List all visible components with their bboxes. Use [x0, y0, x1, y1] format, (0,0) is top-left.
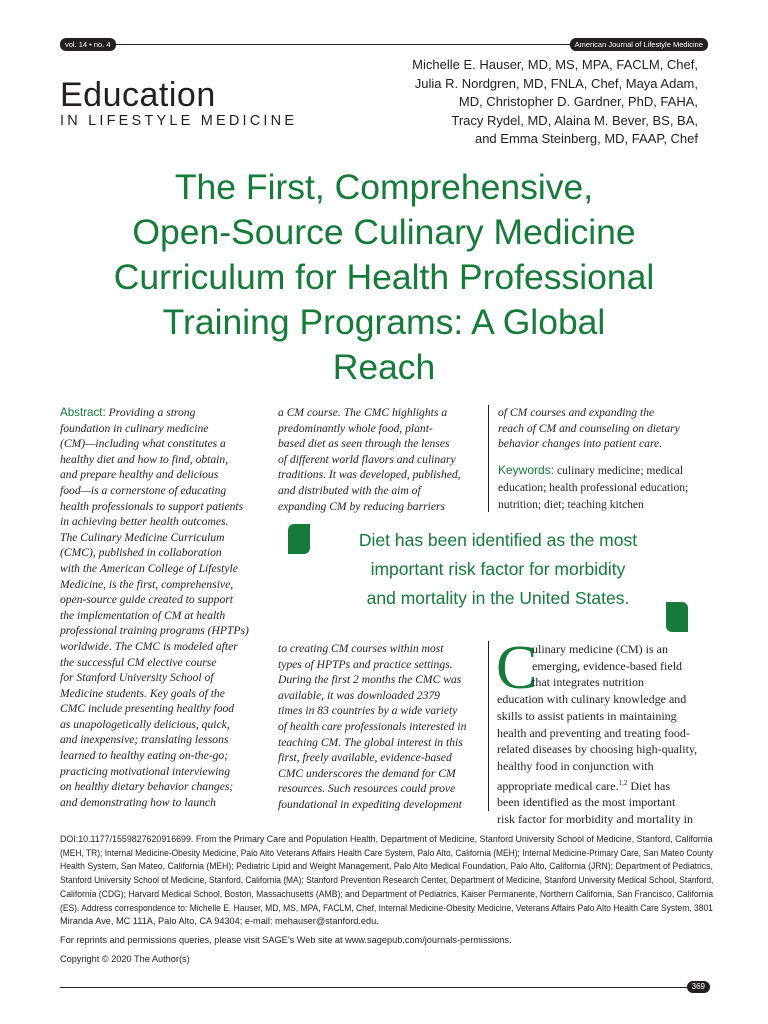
- text-line: traditions. It was developed, published,: [278, 468, 461, 482]
- abstract-column-1: [60, 405, 275, 810]
- keywords: [498, 462, 718, 513]
- body-line: skills to assist patients in maintaining: [497, 708, 677, 723]
- text-line: Health System, San Mateo, California (MEH); Pediatric Lipid and Weight Management, Palo Alto Medical Foundation, Palo Alto, California (JRN); Department of Pediatrics,: [60, 861, 713, 872]
- text-line: DOI:10.1177/1559827620916699. From the Primary Care and Population Health, Department of Medicine, Stanford University School of Medicine, Stanford, California: [60, 834, 713, 844]
- body-text: appropriate medical care.: [497, 778, 619, 793]
- keywords-text: culinary medicine; medical: [556, 464, 684, 477]
- keywords-line: [498, 462, 718, 479]
- text-line: professional training programs (HPTPs): [60, 624, 249, 638]
- text-line: teaching CM. The global interest in this: [278, 735, 463, 749]
- text-line: as unapologetically delicious, quick,: [60, 717, 230, 731]
- text-line: for Stanford University School of: [60, 671, 214, 685]
- section-subtitle: IN LIFESTYLE MEDICINE: [60, 113, 298, 129]
- text-line: food—is a cornerstone of educating: [60, 483, 227, 497]
- text-line: The Culinary Medicine Curriculum: [60, 530, 225, 544]
- text-line: worldwide. The CMC is modeled after: [60, 639, 238, 653]
- reprints-note: For reprints and permissions queries, please visit SAGE’s Web site at www.sagepub.com/journals-permissions.: [60, 934, 512, 945]
- text-line: in achieving better health outcomes.: [60, 515, 229, 529]
- author-list: [338, 56, 698, 149]
- title-line: Reach: [332, 347, 436, 387]
- text-line: of health care professionals interested in: [278, 719, 467, 733]
- body-line: emerging, evidence-based field: [532, 658, 683, 673]
- text-line: with the American College of Lifestyle: [60, 561, 238, 575]
- text-line: first, freely available, evidence-based: [278, 751, 452, 765]
- text-line: (CM)—including what constitutes a: [60, 437, 226, 451]
- text-line: health professionals to support patients: [60, 499, 244, 513]
- text-line: (CMC), published in collaboration: [60, 546, 222, 560]
- text-line: times in 83 countries by a wide variety: [278, 704, 458, 718]
- text-line: available, it was downloaded 2379: [278, 688, 440, 702]
- author-line: and Emma Steinberg, MD, FAAP, Chef: [474, 131, 698, 147]
- body-line: healthy food in conjunction with: [497, 758, 654, 773]
- keywords-line: nutrition; diet; teaching kitchen: [498, 498, 644, 511]
- title-line: Open-Source Culinary Medicine: [132, 212, 636, 252]
- text-line: Medicine, is the first, comprehensive,: [60, 577, 234, 591]
- pull-quote: [288, 526, 708, 613]
- author-line: Michelle E. Hauser, MD, MS, MPA, FACLM, Chef,: [412, 57, 698, 72]
- text-line: on healthy dietary behavior changes;: [60, 780, 234, 794]
- text-line: foundation in culinary medicine: [60, 421, 209, 435]
- section-brand: [60, 78, 297, 129]
- article-footer: [60, 833, 713, 966]
- body-text: Diet has: [627, 778, 670, 793]
- text-line: healthy diet and how to find, obtain,: [60, 452, 229, 466]
- text-line: based diet as seen through the lenses: [278, 437, 450, 451]
- column-divider: [488, 405, 489, 512]
- text-line: (ES). Address correspondence to: Michelle E. Hauser, MD, MS, MPA, FACLM, Chef, Internal Medicine-Obesity Medicine, Veterans Affairs Palo Alto Health Care System, 3801: [60, 902, 713, 913]
- keywords-label: Keywords:: [498, 463, 555, 477]
- body-column: [496, 634, 712, 828]
- keywords-line: education; health professional education;: [498, 481, 689, 494]
- text-line: foundational in expediting development: [278, 797, 462, 811]
- text-line: California (CDG); Harvard Medical School, Boston, Massachusetts (AMB); and Department of Pediatrics, Kaiser Permanente, Northern California, San Francisco, California: [60, 888, 714, 899]
- abstract-line: [60, 405, 275, 421]
- body-line: been identified as the most important: [497, 795, 676, 810]
- text-line: types of HPTPs and practice settings.: [278, 657, 453, 671]
- abstract-column-2-bottom: [278, 641, 483, 813]
- text-line: resources. Such resources could prove: [278, 782, 456, 796]
- affiliations: [60, 833, 713, 929]
- article-title: [40, 165, 728, 390]
- body-line: [497, 775, 712, 795]
- text-line: and prepare healthy and delicious: [60, 468, 219, 482]
- pull-quote-line: and mortality in the United States.: [366, 588, 630, 608]
- running-header: [60, 38, 708, 51]
- text-line: to creating CM courses within most: [278, 642, 444, 655]
- text-line: CMC include presenting healthy food: [60, 702, 235, 716]
- author-line: Tracy Rydel, MD, Alaina M. Bever, BS, BA,: [451, 112, 698, 128]
- page-number: 369: [687, 981, 710, 993]
- abstract-column-3-top: [498, 405, 713, 452]
- text-line: of different world flavors and culinary: [278, 452, 456, 466]
- text-line: and distributed with the aim of: [278, 483, 421, 497]
- text-line: the implementation of CM at health: [60, 608, 226, 622]
- drop-cap: C: [496, 634, 538, 702]
- volume-issue: vol. 14 • no. 4: [60, 38, 116, 51]
- pull-quote-line: Diet has been identified as the most: [358, 530, 638, 550]
- text-line: expanding CM by reducing barriers: [278, 499, 446, 513]
- title-line: The First, Comprehensive,: [174, 167, 594, 207]
- author-line: Julia R. Nordgren, MD, FNLA, Chef, Maya Adam,: [414, 75, 698, 91]
- body-line: ulinary medicine (CM) is an: [532, 642, 668, 656]
- text-line: predominantly whole food, plant-: [278, 421, 433, 435]
- body-line: related diseases by choosing high-quality,: [497, 742, 698, 757]
- text-line: a CM course. The CMC highlights a: [278, 406, 448, 419]
- journal-name: American Journal of Lifestyle Medicine: [570, 38, 708, 51]
- footer-rule: [60, 987, 708, 988]
- title-line: Training Programs: A Global: [162, 302, 606, 342]
- close-quote-mark: [666, 602, 688, 632]
- pull-quote-line: important risk factor for morbidity: [370, 559, 626, 579]
- citation: 1,2: [618, 778, 628, 787]
- text-line: During the first 2 months the CMC was: [278, 673, 462, 687]
- body-line: education with culinary knowledge and: [497, 692, 687, 707]
- text-line: learned to healthy eating on-the-go;: [60, 749, 229, 763]
- text-line: Miranda Ave, MC 111A, Palo Alto, CA 94304; e-mail: mehauser@stanford.edu.: [60, 916, 379, 927]
- text-line: and demonstrating how to launch: [60, 795, 216, 809]
- abstract-label: Abstract:: [60, 406, 106, 419]
- text-line: of CM courses and expanding the: [498, 406, 655, 419]
- text-line: Stanford University School of Medicine, Stanford, California (MA); Stanford Prevention Research Center, Department of Medicine, Stanford University Medical School, Stanford,: [60, 875, 714, 886]
- text-line: behavior changes into patient care.: [498, 437, 663, 451]
- title-line: Curriculum for Health Professional: [113, 257, 655, 297]
- abstract-column-2-top: [278, 405, 483, 514]
- abstract-text: Providing a strong: [108, 406, 196, 419]
- text-line: CMC underscores the demand for CM: [278, 766, 456, 780]
- text-line: the successful CM elective course: [60, 655, 217, 669]
- section-title: Education: [60, 76, 216, 114]
- column-divider: [488, 641, 489, 811]
- text-line: (MEH, TR); Internal Medicine-Obesity Medicine, Palo Alto Veterans Affairs Health Care System, Palo Alto, California (MEH); Internal Medicine-Primary Care, San Mateo County: [60, 847, 713, 858]
- body-line: health and preventing and treating food-: [497, 725, 690, 740]
- author-line: MD, Christopher D. Gardner, PhD, FAHA,: [458, 94, 698, 110]
- text-line: open-source guide created to support: [60, 593, 234, 607]
- text-line: and inexpensive; translating lessons: [60, 733, 229, 747]
- body-line: risk factor for morbidity and mortality in: [497, 812, 693, 827]
- copyright: Copyright © 2020 The Author(s): [60, 953, 190, 964]
- text-line: practicing motivational interviewing: [60, 764, 231, 778]
- text-line: reach of CM and counseling on dietary: [498, 421, 680, 435]
- body-line: that integrates nutrition: [532, 675, 644, 690]
- text-line: Medicine students. Key goals of the: [60, 686, 225, 700]
